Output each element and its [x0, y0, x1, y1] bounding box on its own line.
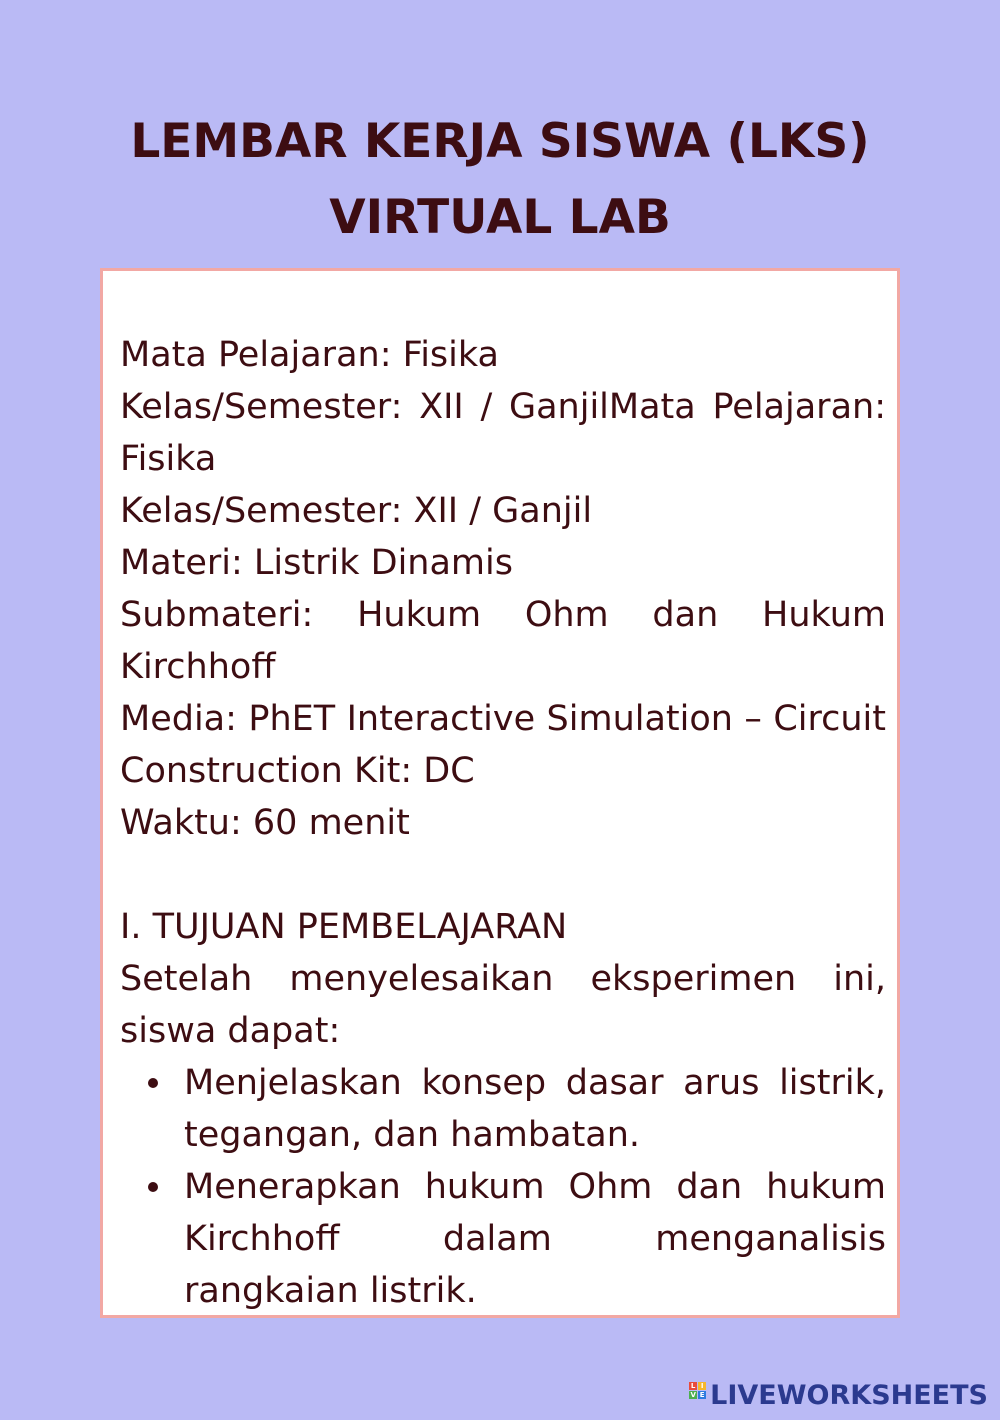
liveworksheets-brand[interactable] — [689, 1378, 988, 1412]
worksheet-content — [120, 329, 886, 1317]
bullet-icon — [148, 1182, 158, 1192]
logo-letter: V — [690, 1391, 696, 1399]
section-intro: Setelah menyelesaikan eksperimen ini, siswa dapat: — [120, 959, 886, 1051]
objective-text: Menjelaskan konsep dasar arus listrik, tegangan, dan hambatan. — [184, 1063, 886, 1155]
info-class-semester: Kelas/Semester: XII / Ganjil — [120, 491, 593, 531]
info-time: Waktu: 60 menit — [120, 803, 410, 843]
liveworksheets-logo-icon — [689, 1382, 706, 1408]
section-gap — [120, 849, 886, 901]
worksheet-card — [100, 268, 900, 1318]
title-line-2: VIRTUAL LAB — [329, 190, 671, 245]
info-submaterial: Submateri: Hukum Ohm dan Hukum Kirchhoff — [120, 595, 886, 687]
brand-name: LIVEWORKSHEETS — [710, 1379, 988, 1411]
objectives-list — [120, 1057, 886, 1317]
title-line-1: LEMBAR KERJA SISWA (LKS) — [130, 114, 870, 169]
info-subject: Mata Pelajaran: Fisika — [120, 335, 499, 375]
section-heading: I. TUJUAN PEMBELAJARAN — [120, 907, 568, 947]
info-class-semester-duplicate: Kelas/Semester: XII / GanjilMata Pelajaran: Fisika — [120, 387, 886, 479]
logo-letter: I — [698, 1382, 706, 1390]
worksheet-title — [0, 104, 1000, 256]
bullet-icon — [148, 1078, 158, 1088]
objective-item — [120, 1161, 886, 1317]
info-material: Materi: Listrik Dinamis — [120, 543, 513, 583]
objective-item — [120, 1057, 886, 1161]
info-media: Media: PhET Interactive Simulation – Circuit Construction Kit: DC — [120, 699, 886, 791]
logo-letter: L — [690, 1382, 696, 1390]
objective-text: Menerapkan hukum Ohm dan hukum Kirchhoff dalam menganalisis rangkaian listrik. — [184, 1167, 886, 1311]
logo-letter: E — [699, 1391, 705, 1399]
